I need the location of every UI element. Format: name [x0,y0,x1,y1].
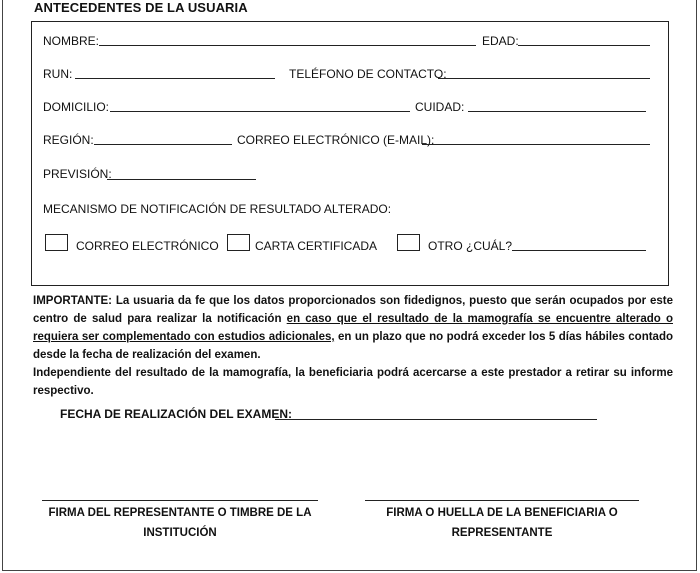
signature-label-left: FIRMA DEL REPRESENTANTE O TIMBRE DE LA INSTITUCIÓN [48,507,312,539]
section-title: ANTECEDENTES DE LA USUARIA [34,0,248,15]
region-label: REGIÓN: [43,133,94,147]
nombre-field[interactable] [99,45,476,46]
prevision-field[interactable] [107,179,256,180]
prevision-label: PREVISIÓN: [43,167,112,181]
domicilio-field[interactable] [110,111,410,112]
carta-checkbox[interactable] [227,234,250,251]
important-label: IMPORTANTE: [33,295,113,307]
edad-label: EDAD: [482,34,519,48]
page-border-bottom [2,570,697,571]
correo-checkbox[interactable] [45,234,68,251]
important-notice [33,292,673,400]
otro-checkbox[interactable] [397,234,420,251]
signature-line-right[interactable] [365,500,639,501]
region-field[interactable] [94,144,232,145]
telefono-field[interactable] [438,78,650,79]
signature-label-right: FIRMA O HUELLA DE LA BENEFICIARIA O REPRESENTANTE [386,507,618,539]
carta-option-label: CARTA CERTIFICADA [255,239,378,253]
correo-label: CORREO ELECTRÓNICO (E-MAIL): [237,133,435,147]
page-border-right [696,0,697,571]
important-text-3: Independiente del resultado de la mamografía, la beneficiaria podrá acercarse a este prestador a retirar su informe respectivo. [33,367,673,397]
ciudad-label: CUIDAD: [415,100,465,114]
otro-option-label: OTRO ¿CUÁL? [428,239,513,253]
domicilio-label: DOMICILIO: [43,100,110,114]
ciudad-field[interactable] [468,111,646,112]
telefono-label: TELÉFONO DE CONTACTO: [289,67,447,81]
important-underlined-text: en caso que el resultado de la mamografía se encuentre alterado o requiera ser complementado con estudios adicionales, [33,313,673,343]
notification-heading: MECANISMO DE NOTIFICACIÓN DE RESULTADO ALTERADO: [43,202,392,216]
otro-field[interactable] [512,250,646,251]
correo-field[interactable] [422,144,650,145]
run-field[interactable] [75,78,275,79]
exam-date-label: FECHA DE REALIZACIÓN DEL EXAMEN: [60,407,293,421]
run-label: RUN: [43,67,73,81]
nombre-label: NOMBRE: [43,34,100,48]
important-text-1: La usuaria da fe que los datos proporcionados son fidedignos, puesto que serán ocupados por este centro de salud para realizar la notificación [33,295,673,325]
edad-field[interactable] [518,45,650,46]
correo-option-label: CORREO ELECTRÓNICO [76,239,219,253]
exam-date-field[interactable] [275,419,597,420]
signature-line-left[interactable] [42,500,318,501]
page-border-left [2,0,3,571]
important-text-2: en un plazo que no podrá exceder los 5 días hábiles contado desde la fecha de realización del examen. [33,331,673,361]
